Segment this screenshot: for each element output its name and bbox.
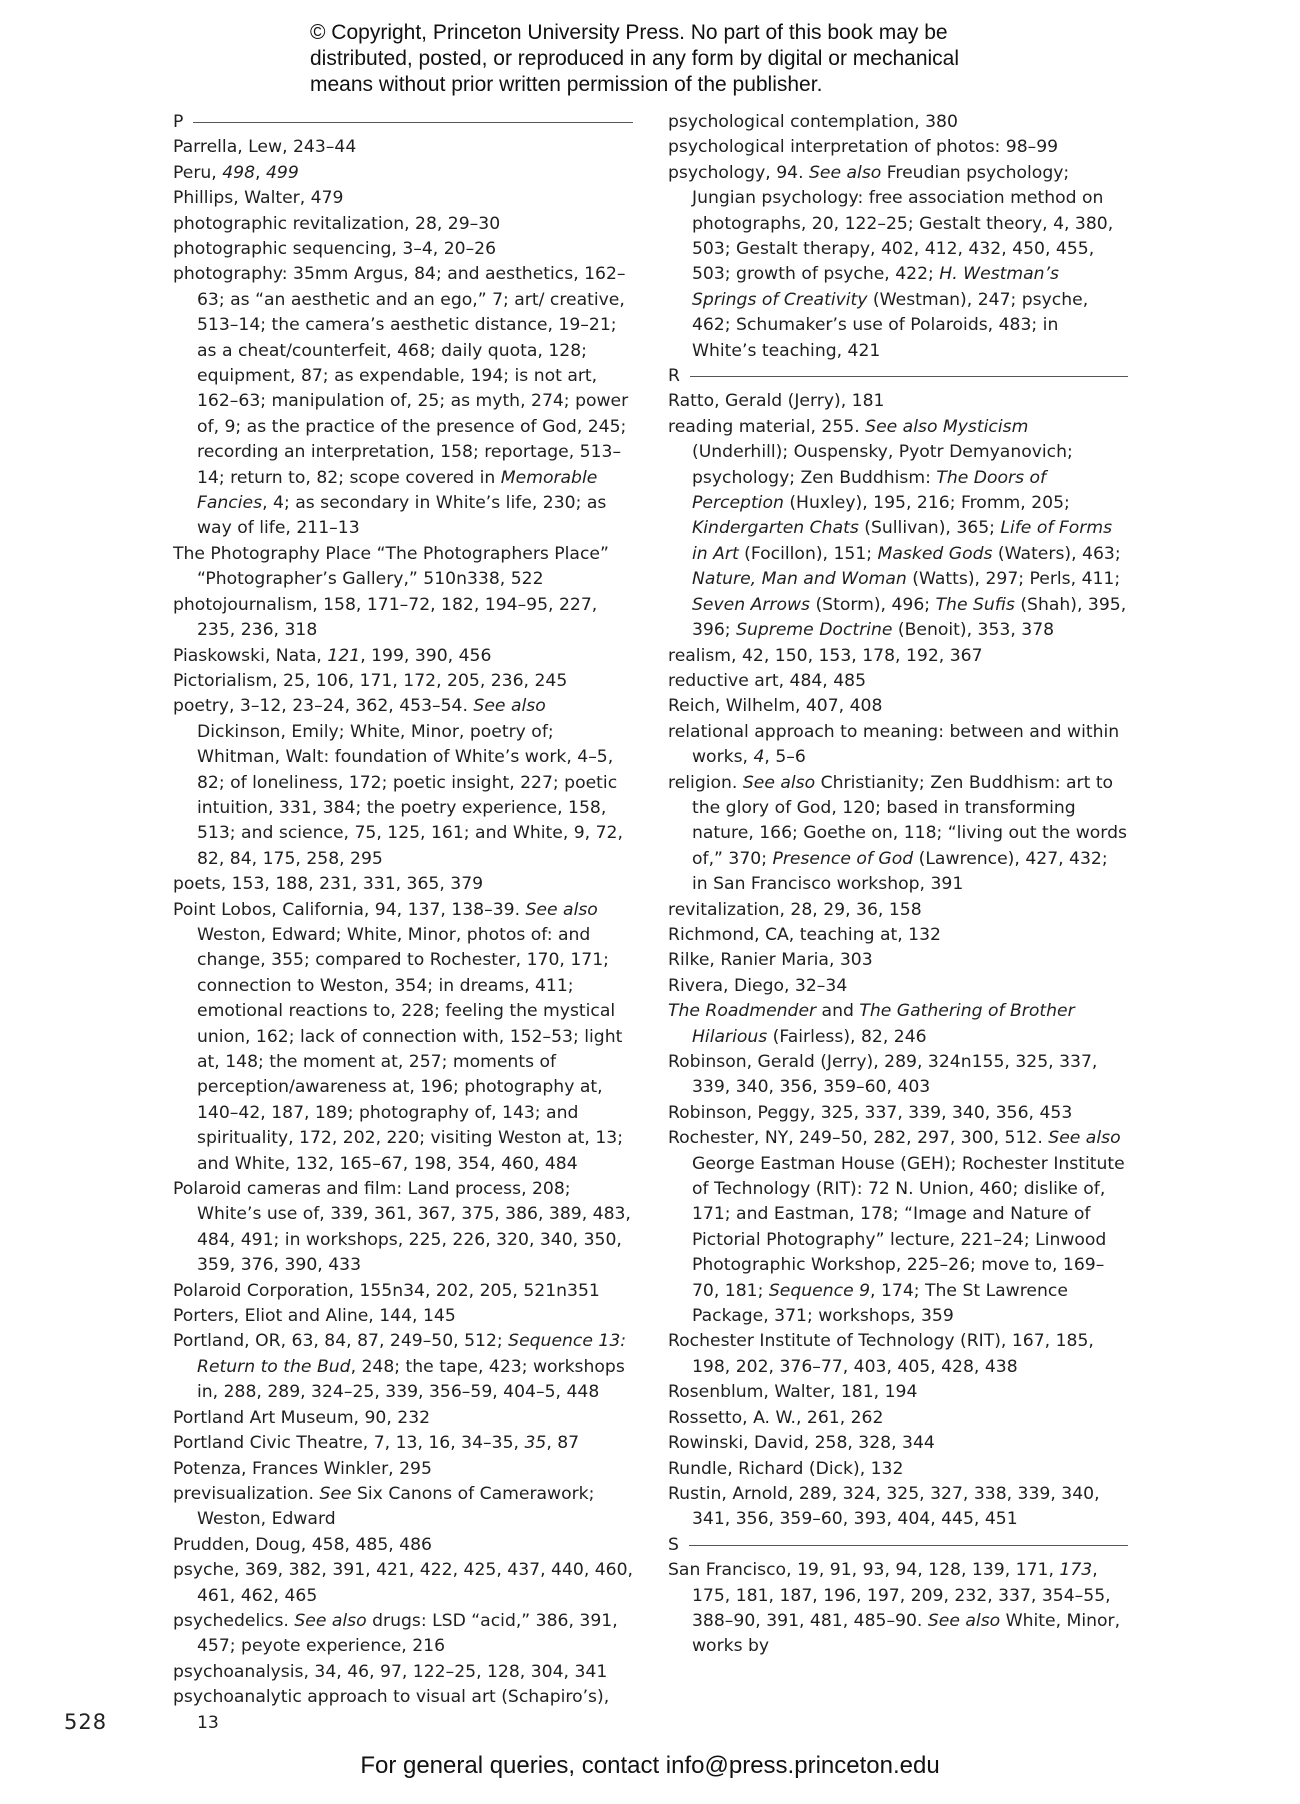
index-entry: Prudden, Doug, 458, 485, 486 (173, 1534, 432, 1555)
index-entry: Reich, Wilhelm, 407, 408 (668, 696, 883, 717)
index-entry: Rustin, Arnold, 289, 324, 325, 327, 338, 339, 340, 341, 356, 359–60, 393, 404, 445, 451 (668, 1483, 1100, 1530)
index-entry: Rundle, Richard (Dick), 132 (668, 1458, 904, 1479)
index-entry: poets, 153, 188, 231, 331, 365, 379 (173, 874, 484, 895)
index-entry: The Photography Place “The Photographers Place” “Photographer’s Gallery,” 510n338, 522 (173, 543, 609, 590)
index-entry: psychedelics. See also drugs: LSD “acid,” 386, 391, 457; peyote experience, 216 (173, 1610, 618, 1657)
index-entry: psychoanalytic approach to visual art (Schapiro’s), 13 (173, 1687, 610, 1733)
index-entry: Rilke, Ranier Maria, 303 (668, 950, 873, 971)
index-entry: Ratto, Gerald (Jerry), 181 (668, 391, 885, 412)
section-rule (689, 1545, 1128, 1546)
section-letter: S (668, 1534, 679, 1555)
index-entry: revitalization, 28, 29, 36, 158 (668, 899, 922, 920)
section-letter-heading (668, 364, 1128, 389)
index-entry: photojournalism, 158, 171–72, 182, 194–95, 227, 235, 236, 318 (173, 594, 598, 641)
index-entry: religion. See also Christianity; Zen Buddhism: art to the glory of God, 120; based in transforming nature, 166; Goethe on, 118; “living out the words of,” 370; Presence of God (Lawrence), 427, 432; in San Francisco workshop, 391 (668, 772, 1127, 895)
index-column-right (668, 110, 1128, 1660)
index-entry: psychological contemplation, 380 (668, 112, 958, 132)
index-column-left (173, 110, 633, 1736)
index-entry: Rochester, NY, 249–50, 282, 297, 300, 512. See also George Eastman House (GEH); Rochester Institute of Technology (RIT): 72 N. Union, 460; dislike of, 171; and Eastman, 178; “Image and Nature of Pictorial Photography” lecture, 221–24; Linwood Photographic Workshop, 225–26; move to, 169–70, 181; Sequence 9, 174; The St Lawrence Package, 371; workshops, 359 (668, 1128, 1125, 1327)
copyright-line: means without prior written permission of the publisher. (310, 73, 823, 96)
copyright-notice (310, 20, 1030, 98)
section-letter-heading (173, 110, 633, 135)
index-entry: Peru, 498, 499 (173, 162, 299, 183)
index-entry: reading material, 255. See also Mysticism (Underhill); Ouspensky, Pyotr Demyanovich; psychology; Zen Buddhism: The Doors of Perception (Huxley), 195, 216; Fromm, 205; Kindergarten Chats (Sullivan), 365; Life of Forms in Art (Focillon), 151; Masked Gods (Waters), 463; Nature, Man and Woman (Watts), 297; Perls, 411; Seven Arrows (Storm), 496; The Sufis (Shah), 395, 396; Supreme Doctrine (Benoit), 353, 378 (668, 416, 1127, 641)
index-entry: relational approach to meaning: between and within works, 4, 5–6 (668, 721, 1120, 768)
index-entry: Polaroid Corporation, 155n34, 202, 205, 521n351 (173, 1280, 600, 1301)
index-entry: Portland Civic Theatre, 7, 13, 16, 34–35, 35, 87 (173, 1433, 580, 1454)
index-entry: realism, 42, 150, 153, 178, 192, 367 (668, 645, 983, 666)
index-entry: photographic revitalization, 28, 29–30 (173, 213, 501, 234)
index-entry: Phillips, Walter, 479 (173, 188, 344, 209)
index-entry: reductive art, 484, 485 (668, 670, 867, 691)
index-entry: Richmond, CA, teaching at, 132 (668, 924, 941, 945)
index-entry: Rosenblum, Walter, 181, 194 (668, 1382, 918, 1403)
index-entry: Parrella, Lew, 243–44 (173, 137, 357, 158)
index-entry: Rossetto, A. W., 261, 262 (668, 1407, 884, 1428)
index-entry: Point Lobos, California, 94, 137, 138–39. See also Weston, Edward; White, Minor, photos of: and change, 355; compared to Rochester, 170, 171; connection to Weston, 354; in dreams, 411; emotional reactions to, 228; feeling the mystical union, 162; lack of connection with, 152–53; light at, 148; the moment at, 257; moments of perception/awareness at, 196; photography at, 140–42, 187, 189; photography of, 143; and spirituality, 172, 202, 220; visiting Weston at, 13; and White, 132, 165–67, 198, 354, 460, 484 (173, 899, 624, 1174)
page-number: 528 (64, 1710, 108, 1734)
index-entry: Polaroid cameras and film: Land process, 208; White’s use of, 339, 361, 367, 375, 386, 389, 483, 484, 491; in workshops, 225, 226, 320, 340, 350, 359, 376, 390, 433 (173, 1179, 631, 1276)
index-entry: Portland, OR, 63, 84, 87, 249–50, 512; Sequence 13: Return to the Bud, 248; the tape, 423; workshops in, 288, 289, 324–25, 339, 356–59, 404–5, 448 (173, 1331, 627, 1403)
index-entry: Pictorialism, 25, 106, 171, 172, 205, 236, 245 (173, 670, 568, 691)
index-entry: photographic sequencing, 3–4, 20–26 (173, 239, 497, 260)
copyright-line: © Copyright, Princeton University Press. No part of this book may be (310, 21, 948, 44)
index-entry: Portland Art Museum, 90, 232 (173, 1407, 431, 1428)
index-entry: psychology, 94. See also Freudian psychology; Jungian psychology: free association method on photographs, 20, 122–25; Gestalt theory, 4, 380, 503; Gestalt therapy, 402, 412, 432, 450, 455, 503; growth of psyche, 422; H. Westman’s Springs of Creativity (Westman), 247; psyche, 462; Schumaker’s use of Polaroids, 483; in White’s teaching, 421 (668, 162, 1114, 361)
section-letter: R (668, 366, 680, 387)
index-entry: previsualization. See Six Canons of Camerawork; Weston, Edward (173, 1483, 595, 1530)
footer-contact: For general queries, contact info@press.princeton.edu (360, 1752, 940, 1779)
section-letter-heading (668, 1533, 1128, 1558)
index-entry: Rochester Institute of Technology (RIT), 167, 185, 198, 202, 376–77, 403, 405, 428, 438 (668, 1331, 1094, 1377)
index-entry: Porters, Eliot and Aline, 144, 145 (173, 1306, 456, 1327)
index-entry: Rowinski, David, 258, 328, 344 (668, 1433, 935, 1454)
index-entry: Potenza, Frances Winkler, 295 (173, 1458, 432, 1479)
index-entry: Robinson, Peggy, 325, 337, 339, 340, 356, 453 (668, 1102, 1073, 1123)
index-entry: Piaskowski, Nata, 121, 199, 390, 456 (173, 645, 492, 666)
index-entry: poetry, 3–12, 23–24, 362, 453–54. See also Dickinson, Emily; White, Minor, poetry of; Whitman, Walt: foundation of White’s work, 4–5, 82; of loneliness, 172; poetic insight, 227; poetic intuition, 331, 384; the poetry experience, 158, 513; and science, 75, 125, 161; and White, 9, 72, 82, 84, 175, 258, 295 (173, 696, 623, 869)
copyright-line: distributed, posted, or reproduced in any form by digital or mechanical (310, 47, 960, 70)
index-entry: The Roadmender and The Gathering of Brother Hilarious (Fairless), 82, 246 (668, 1001, 1075, 1047)
index-entry: psychological interpretation of photos: 98–99 (668, 137, 1059, 158)
index-entry: San Francisco, 19, 91, 93, 94, 128, 139, 171, 173, 175, 181, 187, 196, 197, 209, 232, 337, 354–55, 388–90, 391, 481, 485–90. See also White, Minor, works by (668, 1560, 1121, 1657)
index-entry: psyche, 369, 382, 391, 421, 422, 425, 437, 440, 460, 461, 462, 465 (173, 1560, 634, 1606)
section-letter: P (173, 112, 184, 132)
section-rule (193, 122, 633, 123)
index-entry: Robinson, Gerald (Jerry), 289, 324n155, 325, 337, 339, 340, 356, 359–60, 403 (668, 1052, 1098, 1098)
section-rule (690, 376, 1128, 377)
index-entry: photography: 35mm Argus, 84; and aesthetics, 162–63; as “an aesthetic and an ego,” 7; art/ creative, 513–14; the camera’s aesthetic distance, 19–21; as a cheat/counterfeit, 468; daily quota, 128; equipment, 87; as expendable, 194; is not art, 162–63; manipulation of, 25; as myth, 274; power of, 9; as the practice of the presence of God, 245; recording an interpretation, 158; reportage, 513–14; return to, 82; scope covered in Memorable Fancies, 4; as secondary in White’s life, 230; as way of life, 211–13 (173, 264, 629, 539)
index-entry: psychoanalysis, 34, 46, 97, 122–25, 128, 304, 341 (173, 1661, 608, 1682)
index-entry: Rivera, Diego, 32–34 (668, 975, 848, 996)
